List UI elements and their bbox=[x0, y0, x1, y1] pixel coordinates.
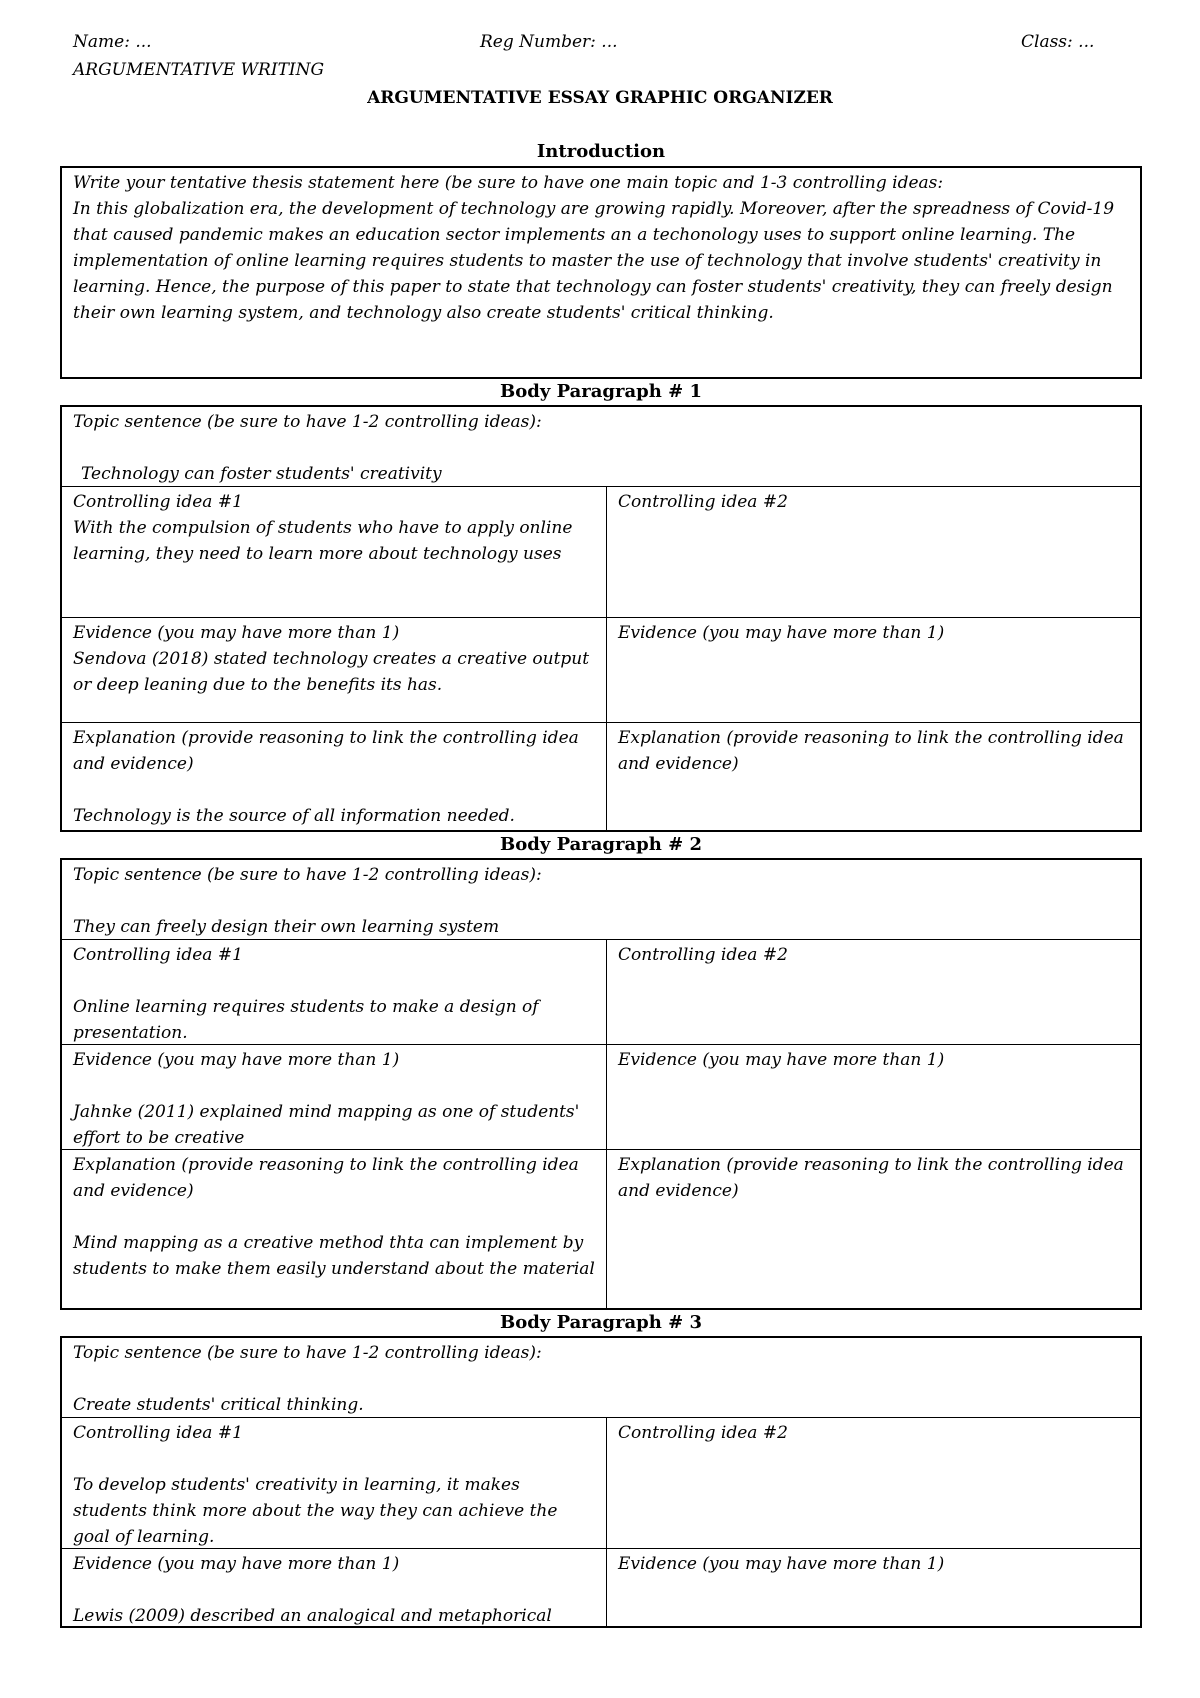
topic-label: Topic sentence (be sure to have 1-2 controlling ideas): bbox=[73, 412, 542, 432]
explanation-label: Explanation (provide reasoning to link the controlling idea and evidence) bbox=[73, 728, 579, 774]
intro-text: In this globalization era, the development of technology are growing rapidly. Moreover, after the spreadness of Covid-19 that caused pandemic makes an education sector implements an a techonology uses to support online learning. The implementation of online learning requires students to master the use of technology that involve students' creativity in learning. Hence, the purpose of this paper to state that technology can foster students' creativity, they can freely design their own learning system, and technology also create students' critical thinking. bbox=[73, 199, 1115, 323]
body2-explanation1-cell bbox=[62, 1150, 607, 1308]
body1-heading: Body Paragraph # 1 bbox=[500, 381, 702, 402]
body1-topic: Technology can foster students' creativity bbox=[81, 464, 442, 484]
body1-topic-cell bbox=[62, 407, 1140, 487]
body1-ci2-cell bbox=[607, 487, 1140, 618]
body3-topic-cell bbox=[62, 1338, 1140, 1418]
body1-explanation2-cell bbox=[607, 723, 1140, 830]
body2-box bbox=[60, 858, 1142, 1310]
body3-evidence1-cell bbox=[62, 1549, 607, 1626]
evidence-label: Evidence (you may have more than 1) bbox=[73, 1050, 400, 1070]
body3-evidence1: Lewis (2009) described an analogical and metaphorical bbox=[73, 1606, 552, 1626]
evidence-label: Evidence (you may have more than 1) bbox=[618, 1554, 945, 1574]
body3-evidence2-cell bbox=[607, 1549, 1140, 1626]
body2-ci1-cell bbox=[62, 940, 607, 1045]
body1-explanation1: Technology is the source of all information needed. bbox=[73, 806, 515, 826]
ci2-label: Controlling idea #2 bbox=[618, 945, 788, 965]
explanation-label: Explanation (provide reasoning to link the controlling idea and evidence) bbox=[73, 1155, 579, 1201]
evidence-label: Evidence (you may have more than 1) bbox=[618, 1050, 945, 1070]
body2-evidence1-cell bbox=[62, 1045, 607, 1150]
intro-box bbox=[60, 166, 1142, 379]
body2-heading: Body Paragraph # 2 bbox=[500, 834, 702, 855]
reg-number-label: Reg Number: ... bbox=[480, 32, 618, 52]
ci1-label: Controlling idea #1 bbox=[73, 492, 243, 512]
body1-explanation1-cell bbox=[62, 723, 607, 830]
body1-evidence1-cell bbox=[62, 618, 607, 723]
body3-heading: Body Paragraph # 3 bbox=[500, 1312, 702, 1333]
body2-topic: They can freely design their own learning system bbox=[73, 917, 500, 937]
class-label: Class: ... bbox=[1021, 32, 1095, 52]
page-title: ARGUMENTATIVE ESSAY GRAPHIC ORGANIZER bbox=[367, 88, 833, 108]
body1-box bbox=[60, 405, 1142, 832]
body2-explanation2-cell bbox=[607, 1150, 1140, 1308]
body3-box bbox=[60, 1336, 1142, 1628]
body1-evidence1: Sendova (2018) stated technology creates a creative output or deep leaning due to the benefits its has. bbox=[73, 649, 590, 695]
body1-ci1: With the compulsion of students who have to apply online learning, they need to learn more about technology uses bbox=[73, 518, 573, 564]
topic-label: Topic sentence (be sure to have 1-2 controlling ideas): bbox=[73, 865, 542, 885]
ci1-label: Controlling idea #1 bbox=[73, 945, 243, 965]
ci2-label: Controlling idea #2 bbox=[618, 1423, 788, 1443]
body2-evidence2-cell bbox=[607, 1045, 1140, 1150]
body1-ci1-cell bbox=[62, 487, 607, 618]
subtitle: ARGUMENTATIVE WRITING bbox=[73, 60, 325, 80]
name-label: Name: ... bbox=[73, 32, 152, 52]
body2-evidence1: Jahnke (2011) explained mind mapping as one of students' effort to be creative bbox=[73, 1102, 580, 1148]
body1-evidence2-cell bbox=[607, 618, 1140, 723]
intro-heading: Introduction bbox=[536, 141, 666, 162]
evidence-label: Evidence (you may have more than 1) bbox=[618, 623, 945, 643]
body3-ci1-cell bbox=[62, 1418, 607, 1549]
body3-ci1: To develop students' creativity in learning, it makes students think more about the way they can achieve the goal of learning. bbox=[73, 1475, 558, 1547]
intro-prompt: Write your tentative thesis statement here (be sure to have one main topic and 1-3 controlling ideas: bbox=[73, 173, 944, 193]
topic-label: Topic sentence (be sure to have 1-2 controlling ideas): bbox=[73, 1343, 542, 1363]
body3-topic: Create students' critical thinking. bbox=[73, 1395, 364, 1415]
body2-ci1: Online learning requires students to make a design of presentation. bbox=[73, 997, 539, 1043]
explanation-label: Explanation (provide reasoning to link the controlling idea and evidence) bbox=[618, 1155, 1124, 1201]
ci1-label: Controlling idea #1 bbox=[73, 1423, 243, 1443]
body2-explanation1: Mind mapping as a creative method thta can implement by students to make them easily understand about the material bbox=[73, 1233, 595, 1279]
body2-ci2-cell bbox=[607, 940, 1140, 1045]
body3-ci2-cell bbox=[607, 1418, 1140, 1549]
evidence-label: Evidence (you may have more than 1) bbox=[73, 623, 400, 643]
ci2-label: Controlling idea #2 bbox=[618, 492, 788, 512]
body2-topic-cell bbox=[62, 860, 1140, 940]
evidence-label: Evidence (you may have more than 1) bbox=[73, 1554, 400, 1574]
explanation-label: Explanation (provide reasoning to link the controlling idea and evidence) bbox=[618, 728, 1124, 774]
